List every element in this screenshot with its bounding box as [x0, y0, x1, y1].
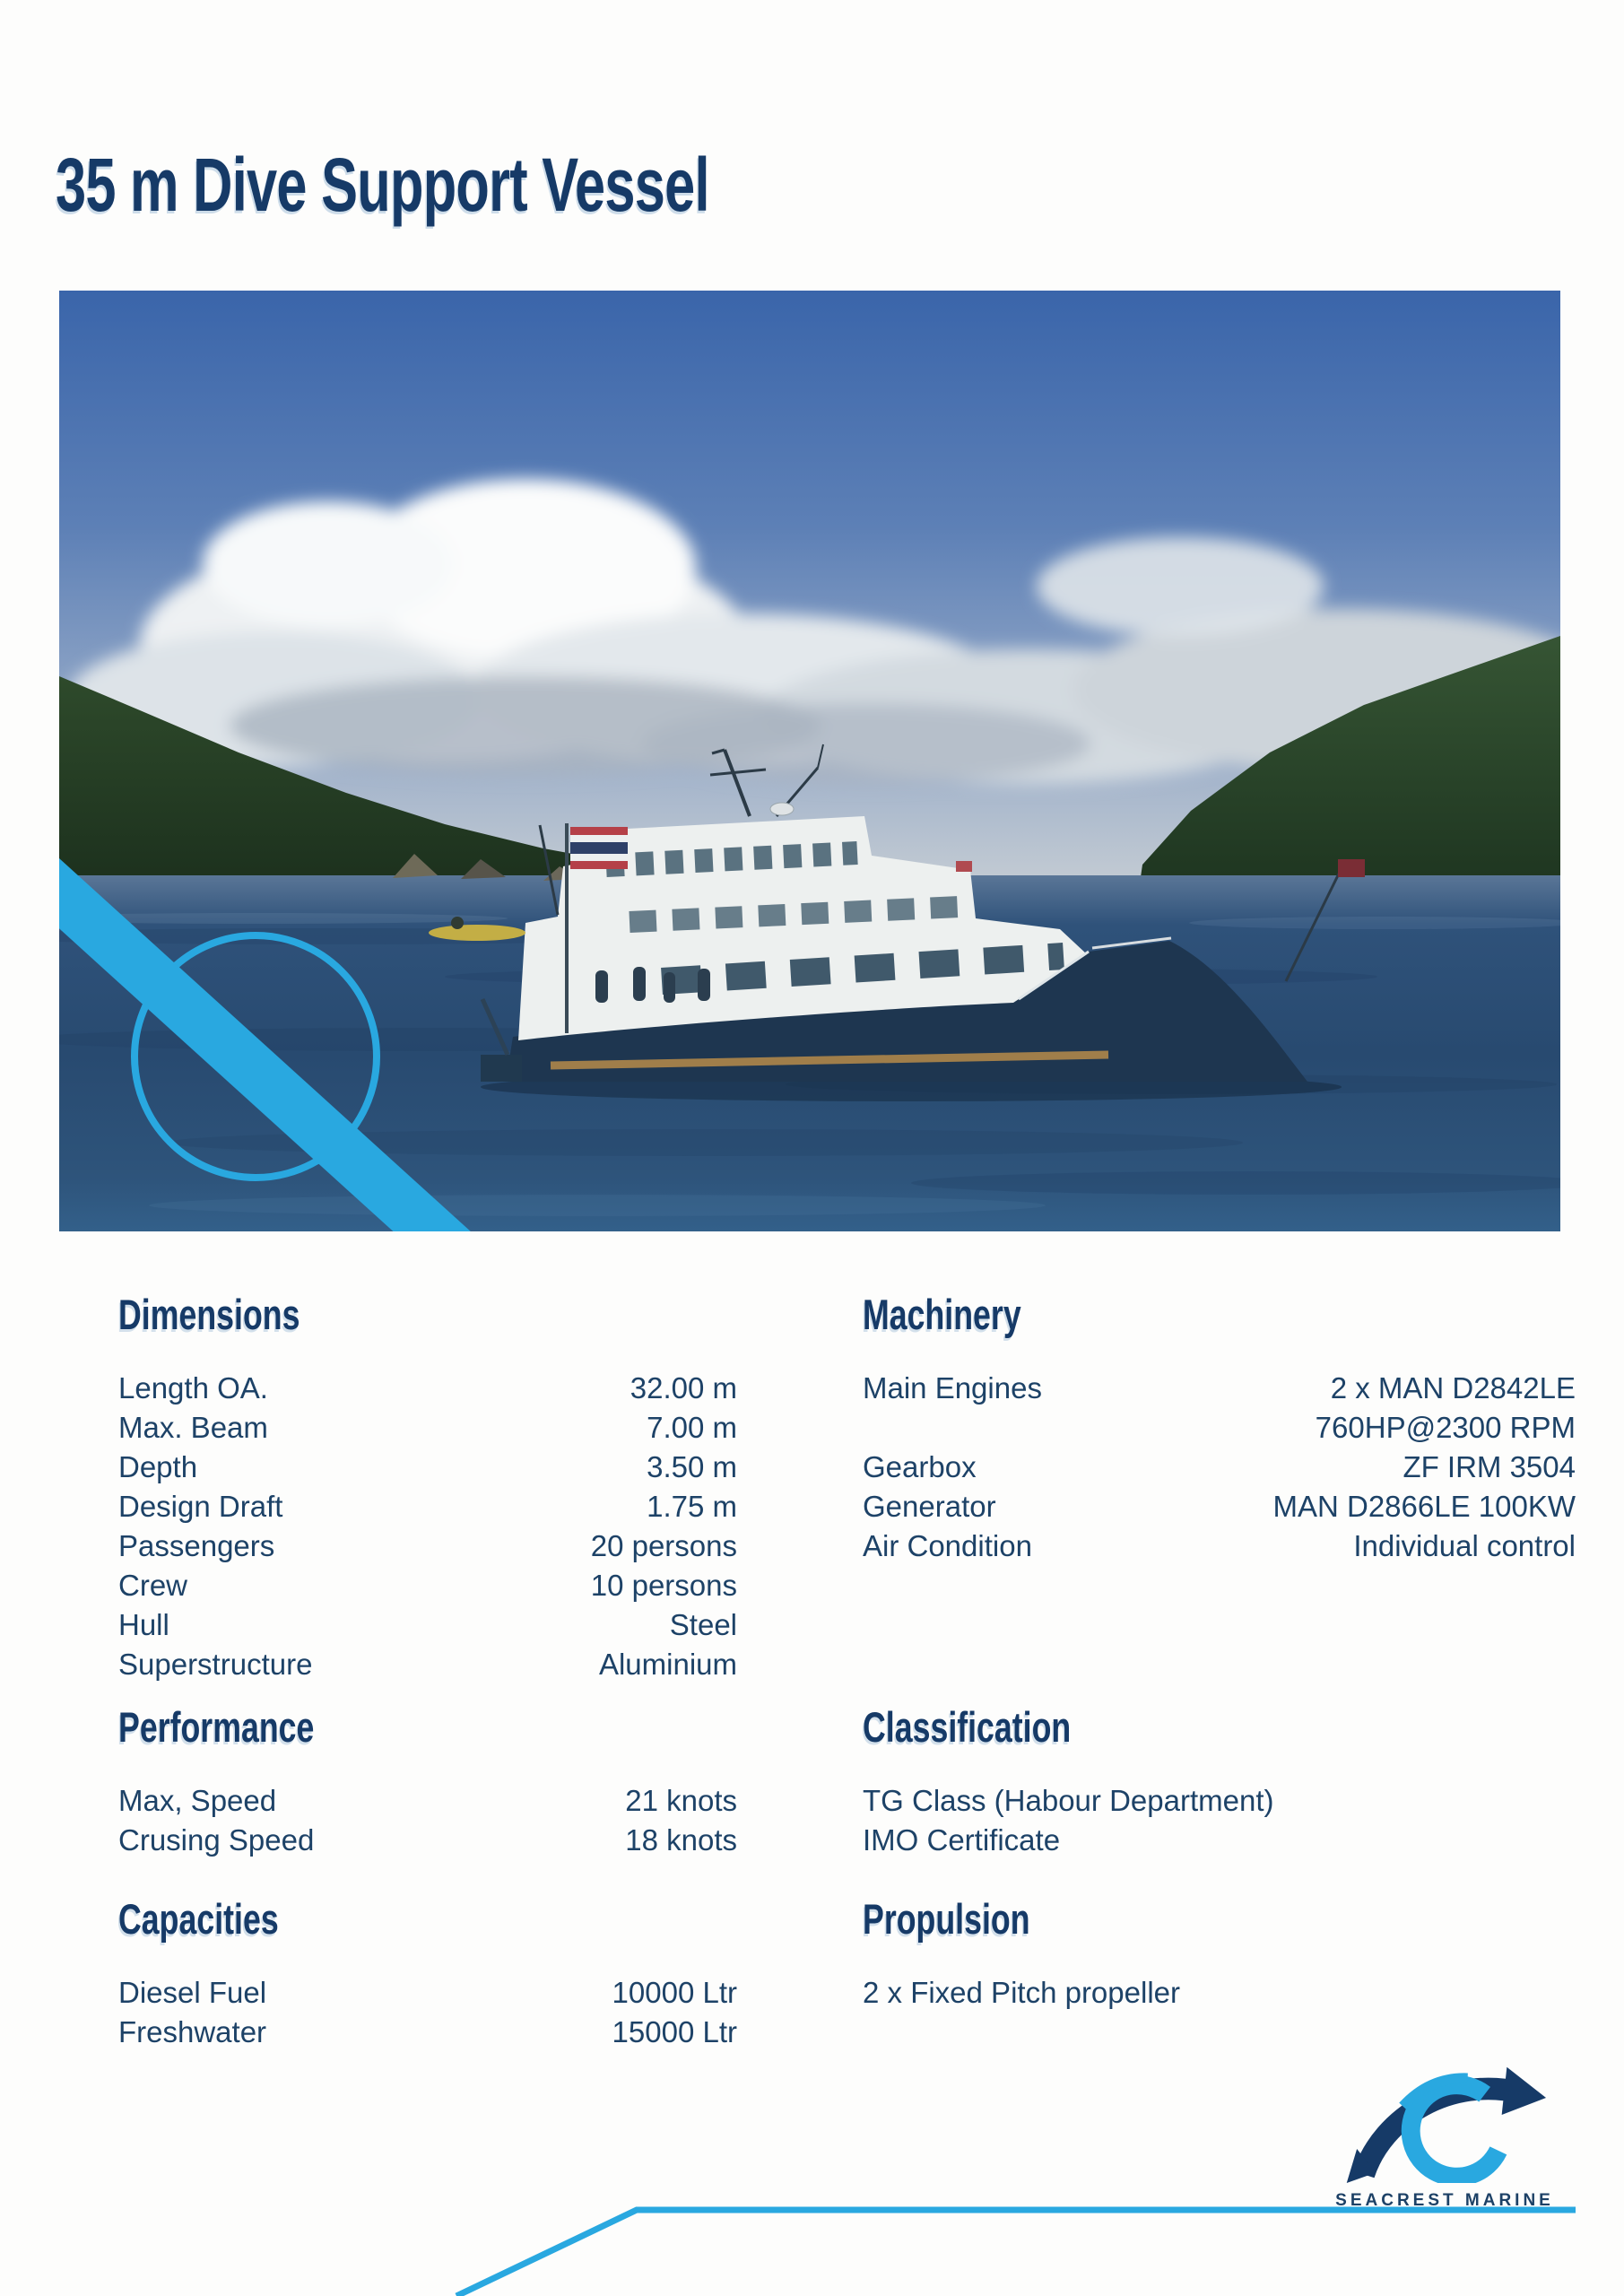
page-title: 35 m Dive Support Vessel: [56, 143, 709, 227]
spec-rows: [118, 1369, 737, 1684]
spec-line: 2 x Fixed Pitch propeller: [863, 1976, 1180, 2010]
spec-value: 15000 Ltr: [612, 2015, 737, 2049]
spec-lines: [863, 1973, 1576, 2013]
spec-value: 10000 Ltr: [612, 1976, 737, 2010]
spec-row: [118, 1408, 737, 1448]
section-propulsion: [863, 1894, 1576, 2013]
spec-value: 7.00 m: [647, 1411, 737, 1445]
spec-value: MAN D2866LE 100KW: [1272, 1490, 1576, 1524]
spec-row: [118, 1821, 737, 1860]
spec-value: Steel: [669, 1608, 737, 1642]
spec-label: Depth: [118, 1450, 198, 1484]
spec-row: [863, 1526, 1576, 1566]
spec-label: Gearbox: [863, 1450, 977, 1484]
section-dimensions: [118, 1290, 737, 1684]
spec-row: [863, 1448, 1576, 1487]
spec-rows: [118, 1973, 737, 2052]
section-heading: Dimensions: [118, 1291, 300, 1338]
spec-value: 10 persons: [590, 1569, 737, 1603]
wheelhouse-window-band: [606, 853, 857, 865]
stern-platform: [481, 1055, 522, 1082]
aft-flag-icon: [956, 861, 972, 872]
spec-label: Hull: [118, 1608, 169, 1642]
section-heading: Propulsion: [863, 1895, 1030, 1943]
spec-label: Max, Speed: [118, 1784, 277, 1818]
spec-row: [863, 1408, 1576, 1448]
spec-value: ZF IRM 3504: [1403, 1450, 1576, 1484]
spec-line: IMO Certificate: [863, 1823, 1061, 1857]
spec-value: 21 knots: [625, 1784, 737, 1818]
section-machinery: [863, 1290, 1576, 1566]
spec-value: Individual control: [1353, 1529, 1576, 1563]
spec-rows: [863, 1369, 1576, 1566]
bow-flag-icon: [1338, 859, 1365, 877]
spec-label: Air Condition: [863, 1529, 1032, 1563]
spec-value: 18 knots: [625, 1823, 737, 1857]
logo-text: SEACREST MARINE: [1335, 2191, 1554, 2210]
spec-row: [118, 2013, 737, 2052]
seacrest-logo: [1325, 2047, 1564, 2211]
spec-label: Generator: [863, 1490, 996, 1524]
spec-label: Diesel Fuel: [118, 1976, 267, 2010]
spec-label: Length OA.: [118, 1371, 268, 1405]
spec-value: 3.50 m: [647, 1450, 737, 1484]
thai-flag-icon: [570, 827, 628, 869]
spec-label: Crew: [118, 1569, 188, 1603]
spec-label: Crusing Speed: [118, 1823, 315, 1857]
spec-label: Superstructure: [118, 1648, 313, 1682]
spec-row: [118, 1781, 737, 1821]
spec-lines: [863, 1781, 1576, 1860]
spec-row: [118, 1526, 737, 1566]
spec-row: [118, 1448, 737, 1487]
spec-row: [118, 1605, 737, 1645]
spec-value: Aluminium: [598, 1648, 737, 1682]
spec-label: Freshwater: [118, 2015, 267, 2049]
section-classification: [863, 1702, 1576, 1860]
section-performance: [118, 1702, 737, 1860]
section-capacities: [118, 1894, 737, 2052]
spec-line: TG Class (Habour Department): [863, 1784, 1274, 1818]
section-heading: Performance: [118, 1703, 315, 1751]
section-heading: Capacities: [118, 1895, 279, 1943]
spec-value: 760HP@2300 RPM: [1315, 1411, 1576, 1445]
spec-value: 2 x MAN D2842LE: [1330, 1371, 1576, 1405]
spec-row: [118, 1973, 737, 2013]
spec-label: Max. Beam: [118, 1411, 268, 1445]
spec-row: [863, 1369, 1576, 1408]
spec-value: 20 persons: [590, 1529, 737, 1563]
section-heading: Machinery: [863, 1291, 1021, 1338]
spec-label: Design Draft: [118, 1490, 283, 1524]
radar-dome: [770, 803, 794, 815]
sc-swoosh-icon: [1325, 2047, 1564, 2183]
spec-row: [118, 1566, 737, 1605]
vessel-photo: [59, 291, 1560, 1231]
spec-row: [118, 1645, 737, 1684]
section-heading: Classification: [863, 1703, 1072, 1751]
spec-label: Main Engines: [863, 1371, 1042, 1405]
spec-value: 1.75 m: [647, 1490, 737, 1524]
spec-rows: [118, 1781, 737, 1860]
spec-value: 32.00 m: [630, 1371, 737, 1405]
spec-label: Passengers: [118, 1529, 275, 1563]
spec-row: [118, 1487, 737, 1526]
spec-row: [863, 1487, 1576, 1526]
spec-row: [118, 1369, 737, 1408]
